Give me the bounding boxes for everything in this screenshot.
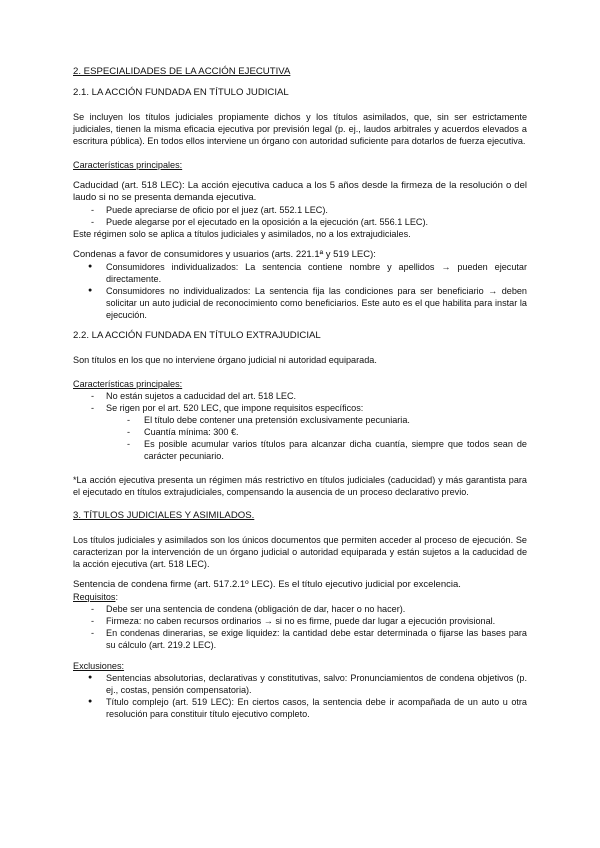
regimen-note: Este régimen solo se aplica a títulos judiciales y asimilados, no a los extrajudiciales. — [73, 229, 411, 239]
requisitos-heading: Requisitos — [73, 592, 116, 602]
comparison-note: *La acción ejecutiva presenta un régimen más restrictivo en títulos judiciales (caducidad) y más garantista para el ejecutado en títulos extrajudiciales, compensando la ausencia de un proceso declarativo previo. — [73, 475, 527, 497]
list-item: - Puede alegarse por el ejecutado en la oposición a la ejecución (art. 556.1 LEC). — [73, 216, 527, 228]
section-2-title: 2. ESPECIALIDADES DE LA ACCIÓN EJECUTIVA — [73, 66, 291, 77]
section-3-intro: Los títulos judiciales y asimilados son los únicos documentos que permiten acceder al proceso de ejecución. Se caracterizan por la intervención de un órgano judicial o autoridad equiparada y están sujetos a la caducidad de la acción ejecutiva (art. 518 LEC). — [73, 535, 527, 569]
list-item: - En condenas dinerarias, se exige liquidez: la cantidad debe estar determinada o fijarse las bases para su cálculo (art. 219.2 LEC). — [73, 627, 527, 651]
requirements-sublist — [73, 414, 527, 462]
requisitos-list — [73, 603, 527, 651]
list-item: - El título debe contener una pretensión exclusivamente pecuniaria. — [73, 414, 527, 426]
section-2-2-title: 2.2. LA ACCIÓN FUNDADA EN TÍTULO EXTRAJUDICIAL — [73, 330, 321, 341]
list-item: ● Sentencias absolutorias, declarativas y constitutivas, salvo: Pronunciamientos de condena objetivos (p. ej., costas, pensión compensatoria). — [73, 672, 527, 696]
list-item: ● Consumidores no individualizados: La sentencia fija las condiciones para ser beneficiario → deben solicitar un auto judicial de reconocimiento como beneficiarios. Este auto es el que habilita para instar la ejecución. — [73, 285, 527, 321]
characteristics-heading-2: Características principales: — [73, 379, 183, 389]
list-item: - Cuantía mínima: 300 €. — [73, 426, 527, 438]
list-item: - Puede apreciarse de oficio por el juez (art. 552.1 LEC). — [73, 204, 527, 216]
list-item: - Se rigen por el art. 520 LEC, que impone requisitos específicos: — [73, 402, 527, 414]
requisitos-colon: : — [115, 592, 118, 602]
section-3-title: 3. TÍTULOS JUDICIALES Y ASIMILADOS. — [73, 510, 255, 521]
section-2-1-intro: Se incluyen los títulos judiciales propiamente dichos y los títulos asimilados, que, sin ser estrictamente judiciales, tienen la misma eficacia ejecutiva por previsión legal (p. ej., laudos arbitrales y acuerdos elevados a escritura pública). En todos ellos interviene un órgano con autoridad suficiente para dotarlos de fuerza ejecutiva. — [73, 112, 527, 146]
section-2-1-title: 2.1. LA ACCIÓN FUNDADA EN TÍTULO JUDICIAL — [73, 87, 289, 98]
list-item: - Debe ser una sentencia de condena (obligación de dar, hacer o no hacer). — [73, 603, 527, 615]
list-item: ● Título complejo (art. 519 LEC): En ciertos casos, la sentencia debe ir acompañada de un auto u otra resolución para constituir título ejecutivo completo. — [73, 696, 527, 720]
requisitos-heading-line — [73, 591, 527, 603]
sentencia-paragraph: Sentencia de condena firme (art. 517.2.1º LEC). Es el título ejecutivo judicial por excelencia. — [73, 579, 461, 590]
condenas-paragraph: Condenas a favor de consumidores y usuarios (arts. 221.1ª y 519 LEC): — [73, 249, 376, 260]
exclusiones-heading: Exclusiones: — [73, 661, 125, 671]
section-2-2-intro: Son títulos en los que no interviene órgano judicial ni autoridad equiparada. — [73, 355, 377, 365]
caducidad-list — [73, 204, 527, 228]
list-item: - No están sujetos a caducidad del art. 518 LEC. — [73, 390, 527, 402]
list-item: - Firmeza: no caben recursos ordinarios → si no es firme, puede dar lugar a ejecución provisional. — [73, 615, 527, 627]
caducidad-paragraph: Caducidad (art. 518 LEC): La acción ejecutiva caduca a los 5 años desde la firmeza de la resolución o del laudo si no se presenta demanda ejecutiva. — [73, 180, 527, 203]
document-page — [73, 66, 527, 720]
condenas-list — [73, 261, 527, 321]
list-item: - Es posible acumular varios títulos para alcanzar dicha cuantía, siempre que todos sean de carácter pecuniario. — [73, 438, 527, 462]
list-item: ● Consumidores individualizados: La sentencia contiene nombre y apellidos → pueden ejecutar directamente. — [73, 261, 527, 285]
extrajudicial-list — [73, 390, 527, 414]
exclusiones-list — [73, 672, 527, 720]
characteristics-heading: Características principales: — [73, 160, 183, 170]
